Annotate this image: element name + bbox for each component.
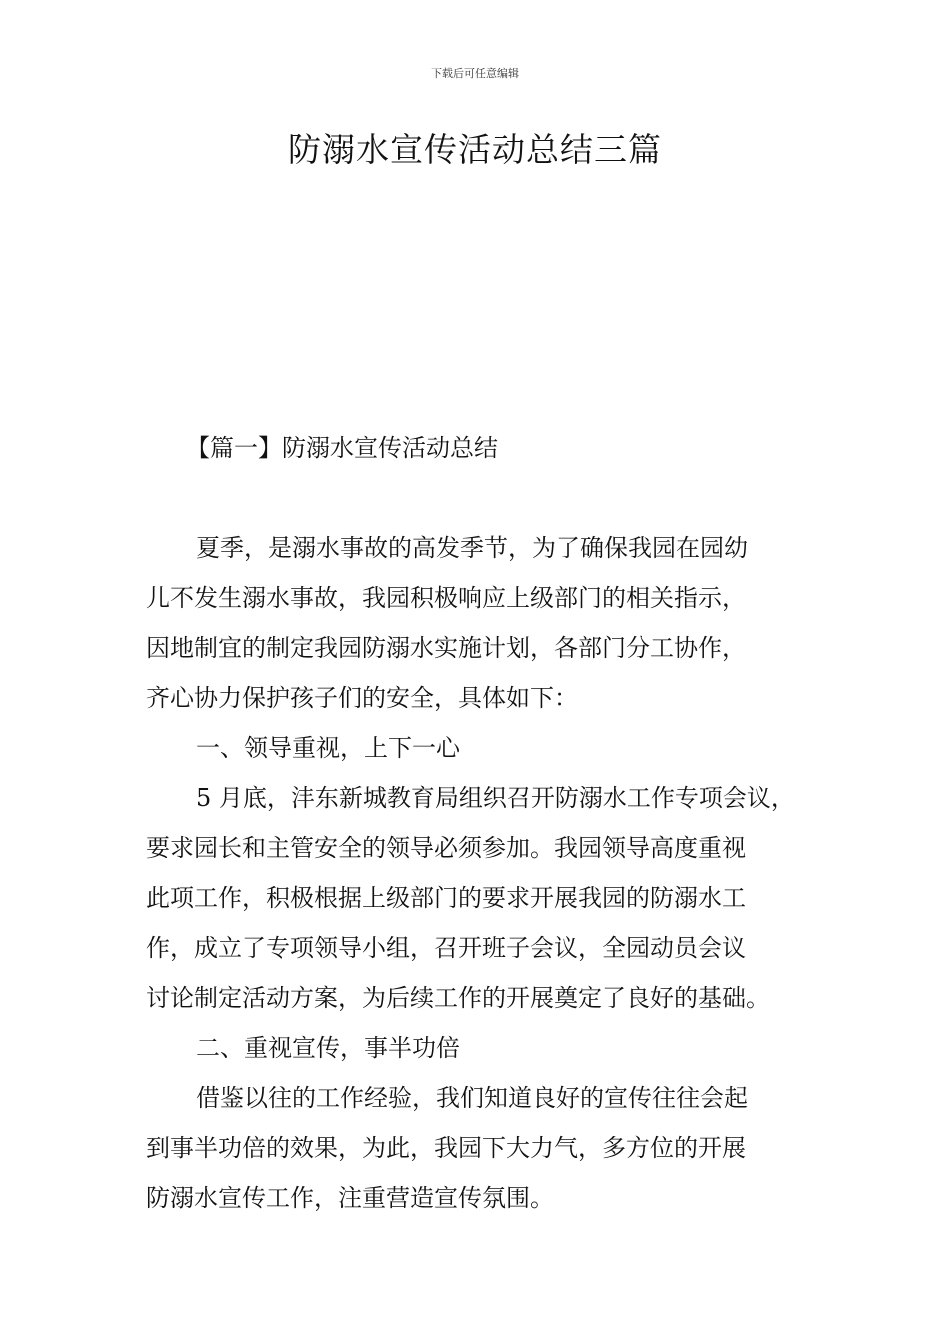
subheading-line: 二、重视宣传，事半功倍 (196, 1034, 460, 1062)
subheading-line: 一、领导重视，上下一心 (196, 734, 460, 762)
paragraph-line: 夏季，是溺水事故的高发季节，为了确保我园在园幼 (196, 534, 748, 562)
paragraph-line: 借鉴以往的工作经验，我们知道良好的宣传往往会起 (196, 1084, 748, 1112)
paragraph-line: 讨论制定活动方案，为后续工作的开展奠定了良好的基础。 (146, 984, 770, 1012)
header-note: 下载后可任意编辑 (431, 67, 519, 80)
paragraph-line: 此项工作，积极根据上级部门的要求开展我园的防溺水工 (146, 884, 746, 912)
paragraph-line: 要求园长和主管安全的领导必须参加。我园领导高度重视 (146, 834, 746, 862)
paragraph-line: 5 月底，沣东新城教育局组织召开防溺水工作专项会议， (196, 784, 795, 812)
section-heading: 【篇一】防溺水宣传活动总结 (186, 434, 498, 462)
paragraph-line: 儿不发生溺水事故，我园积极响应上级部门的相关指示， (146, 584, 746, 612)
paragraph-line: 齐心协力保护孩子们的安全，具体如下： (146, 684, 578, 712)
document-title: 防溺水宣传活动总结三篇 (288, 130, 662, 169)
paragraph-line: 到事半功倍的效果，为此，我园下大力气，多方位的开展 (146, 1134, 746, 1162)
paragraph-line: 作，成立了专项领导小组，召开班子会议，全园动员会议 (146, 934, 746, 962)
paragraph-line: 防溺水宣传工作，注重营造宣传氛围。 (146, 1184, 554, 1212)
paragraph-line: 因地制宜的制定我园防溺水实施计划，各部门分工协作， (146, 634, 746, 662)
